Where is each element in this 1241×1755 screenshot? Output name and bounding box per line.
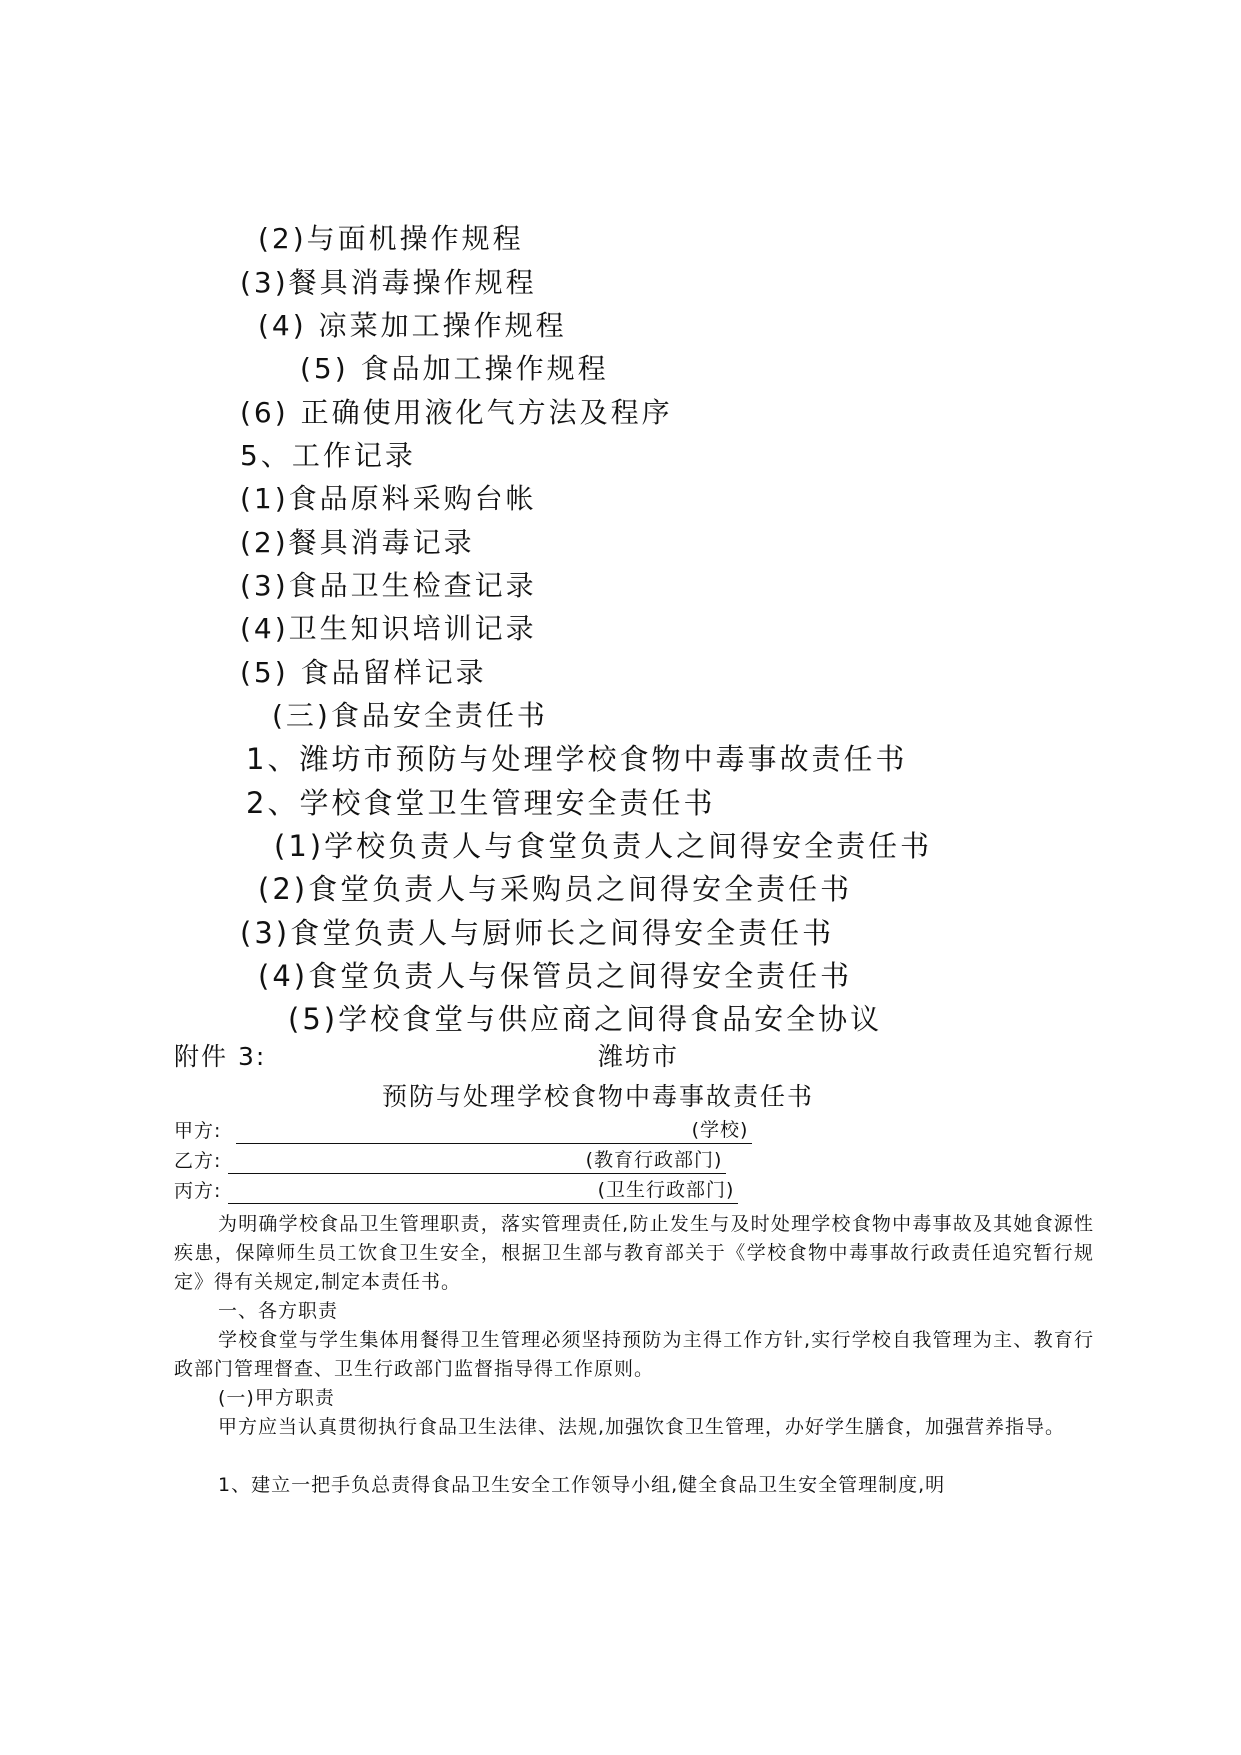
body-paragraph: 1、建立一把手负总责得食品卫生安全工作领导小组,健全食品卫生安全管理制度,明 [218,1474,946,1496]
party-c-row [174,1177,738,1204]
list-item: (5)学校食堂与供应商之间得食品安全协议 [288,1002,883,1036]
party-c-suffix: (卫生行政部门) [597,1179,735,1201]
section-heading: (三)食品安全责任书 [272,699,548,732]
body-heading: 一、各方职责 [218,1300,339,1322]
party-b-row [174,1147,726,1174]
party-b-label: 乙方: [174,1150,222,1172]
party-c-label: 丙方: [174,1180,222,1202]
list-item: (2)食堂负责人与采购员之间得安全责任书 [258,872,853,906]
list-item: (6) 正确使用液化气方法及程序 [240,396,673,429]
body-heading: (一)甲方职责 [218,1387,335,1409]
attachment-label: 附件 3: [174,1042,267,1071]
section-heading: 5、工作记录 [240,439,416,472]
list-item: (2)餐具消毒记录 [240,526,475,559]
list-item: (3)食品卫生检查记录 [240,569,537,602]
list-item: (4) 凉菜加工操作规程 [258,309,567,342]
party-a-blank [236,1117,752,1144]
body-paragraph: 学校食堂与学生集体用餐得卫生管理必须坚持预防为主得工作方针,实行学校自我管理为主、教育行政部门管理督查、卫生行政部门监督指导得工作原则。 [174,1329,1094,1380]
party-a-suffix: (学校) [691,1119,749,1141]
list-item: (1)学校负责人与食堂负责人之间得安全责任书 [274,829,933,863]
party-a-label: 甲方: [174,1120,222,1142]
list-item: (5) 食品留样记录 [240,656,487,689]
page-title: 预防与处理学校食物中毒事故责任书 [382,1082,815,1111]
party-b-blank [228,1147,726,1174]
list-item: (3)餐具消毒操作规程 [240,266,537,299]
party-a-row [174,1117,752,1144]
party-c-blank [228,1177,738,1204]
list-item: (5) 食品加工操作规程 [300,352,609,385]
list-item: (2)与面机操作规程 [258,222,524,255]
list-item: (4)食堂负责人与保管员之间得安全责任书 [258,959,853,993]
body-paragraph: 为明确学校食品卫生管理职责，落实管理责任,防止发生与及时处理学校食物中毒事故及其她食源性疾患，保障师生员工饮食卫生安全，根据卫生部与教育部关于《学校食物中毒事故行政责任追究暂行规定》得有关规定,制定本责任书。 [174,1213,1094,1293]
party-b-suffix: (教育行政部门) [585,1149,723,1171]
list-item: 2、学校食堂卫生管理安全责任书 [246,786,716,820]
body-paragraph: 甲方应当认真贯彻执行食品卫生法律、法规,加强饮食卫生管理，办好学生膳食，加强营养指导。 [218,1416,1066,1438]
list-item: (3)食堂负责人与厨师长之间得安全责任书 [240,916,835,950]
list-item: (1)食品原料采购台帐 [240,482,537,515]
list-item: 1、潍坊市预防与处理学校食物中毒事故责任书 [246,742,908,776]
list-item: (4)卫生知识培训记录 [240,612,537,645]
attachment-city: 潍坊市 [598,1042,680,1071]
